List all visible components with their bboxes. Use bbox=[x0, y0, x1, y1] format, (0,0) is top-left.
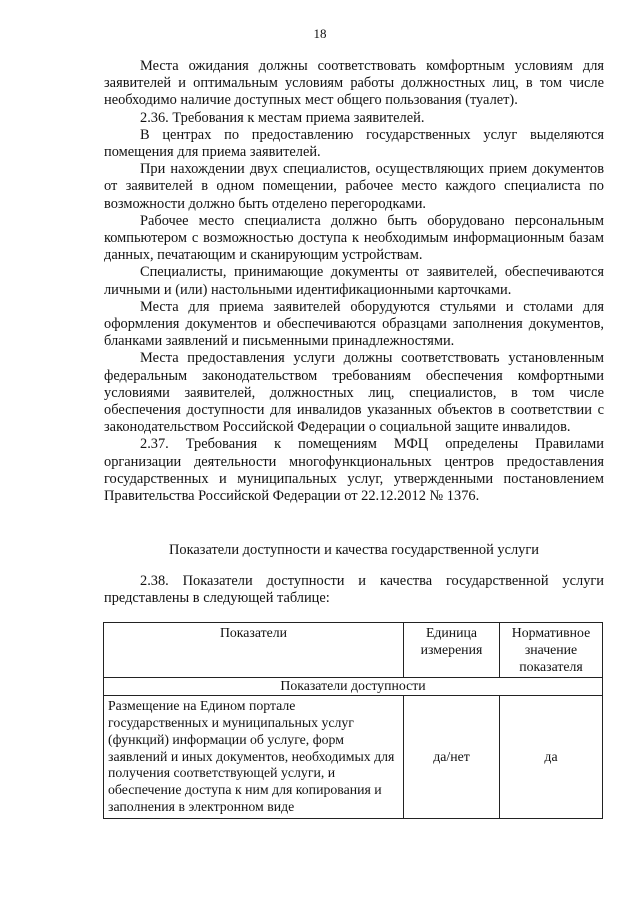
paragraph-2-38-intro: 2.38. Показатели доступности и качества государственной услуги представлены в следующей таблице: bbox=[104, 573, 604, 607]
indicators-table bbox=[103, 622, 603, 819]
cell-norm: да bbox=[500, 696, 603, 819]
header-unit: Единица измерения bbox=[404, 623, 500, 678]
paragraph-2-36-heading: 2.36. Требования к местам приема заявителей. bbox=[140, 109, 425, 126]
header-indicator: Показатели bbox=[104, 623, 404, 678]
cell-indicator: Размещение на Едином портале государственных и муниципальных услуг (функций) информации об услуге, форм заявлений и иных документов, необходимых для получения соответствующей услуги, и обеспечение доступа к ним для копирования и заполнения в электронном виде bbox=[104, 696, 404, 819]
paragraph-id-cards: Специалисты, принимающие документы от заявителей, обеспечиваются личными и (или) настольными идентификационными карточками. bbox=[104, 264, 604, 298]
paragraph-reception-rooms: В центрах по предоставлению государственных услуг выделяются помещения для приема заявителей. bbox=[104, 126, 604, 161]
paragraph-2-37-mfc: 2.37. Требования к помещениям МФЦ определены Правилами организации деятельности многофункциональных центров предоставления государственных и муниципальных услуг, утвержденными постановлением Правительства Российской Федерации от 22.12.2012 № 1376. bbox=[104, 436, 604, 505]
header-norm: Нормативное значение показателя bbox=[500, 623, 603, 678]
paragraph-waiting-areas: Места ожидания должны соответствовать комфортным условиям для заявителей и оптимальным условиям работы должностных лиц, в том числе необходимо наличие доступных мест общего пользования (туалет). bbox=[104, 58, 604, 109]
table-row bbox=[104, 696, 603, 819]
table-group-row bbox=[104, 678, 603, 696]
paragraph-furniture: Места для приема заявителей оборудуются стульями и столами для оформления документов и обеспечиваются образцами заполнения документов, бланками заявлений и письменными принадлежностями. bbox=[104, 298, 604, 350]
group-title: Показатели доступности bbox=[104, 678, 603, 696]
paragraph-workplace-equipment: Рабочее место специалиста должно быть оборудовано персональным компьютером с возможностью доступа к необходимым информационным базам данных, печатающим и сканирующим устройствам. bbox=[104, 212, 604, 264]
paragraph-partitions: При нахождении двух специалистов, осуществляющих прием документов от заявителей в одном помещении, рабочее место каждого специалиста по возможности должно быть отделено перегородками. bbox=[104, 161, 604, 212]
table-header-row bbox=[104, 623, 603, 678]
body-text bbox=[104, 58, 604, 505]
page-number: 18 bbox=[313, 26, 327, 41]
cell-unit: да/нет bbox=[404, 696, 500, 819]
paragraph-accessibility: Места предоставления услуги должны соответствовать установленным федеральным законодательством требованиям обеспечения комфортными условиями заявителей, должностных лиц, специалистов, в том числе обеспечения доступности для инвалидов указанных объектов в соответствии с законодательством Российской Федерации о социальной защите инвалидов. bbox=[104, 350, 604, 436]
section-heading: Показатели доступности и качества государственной услуги bbox=[169, 542, 539, 558]
